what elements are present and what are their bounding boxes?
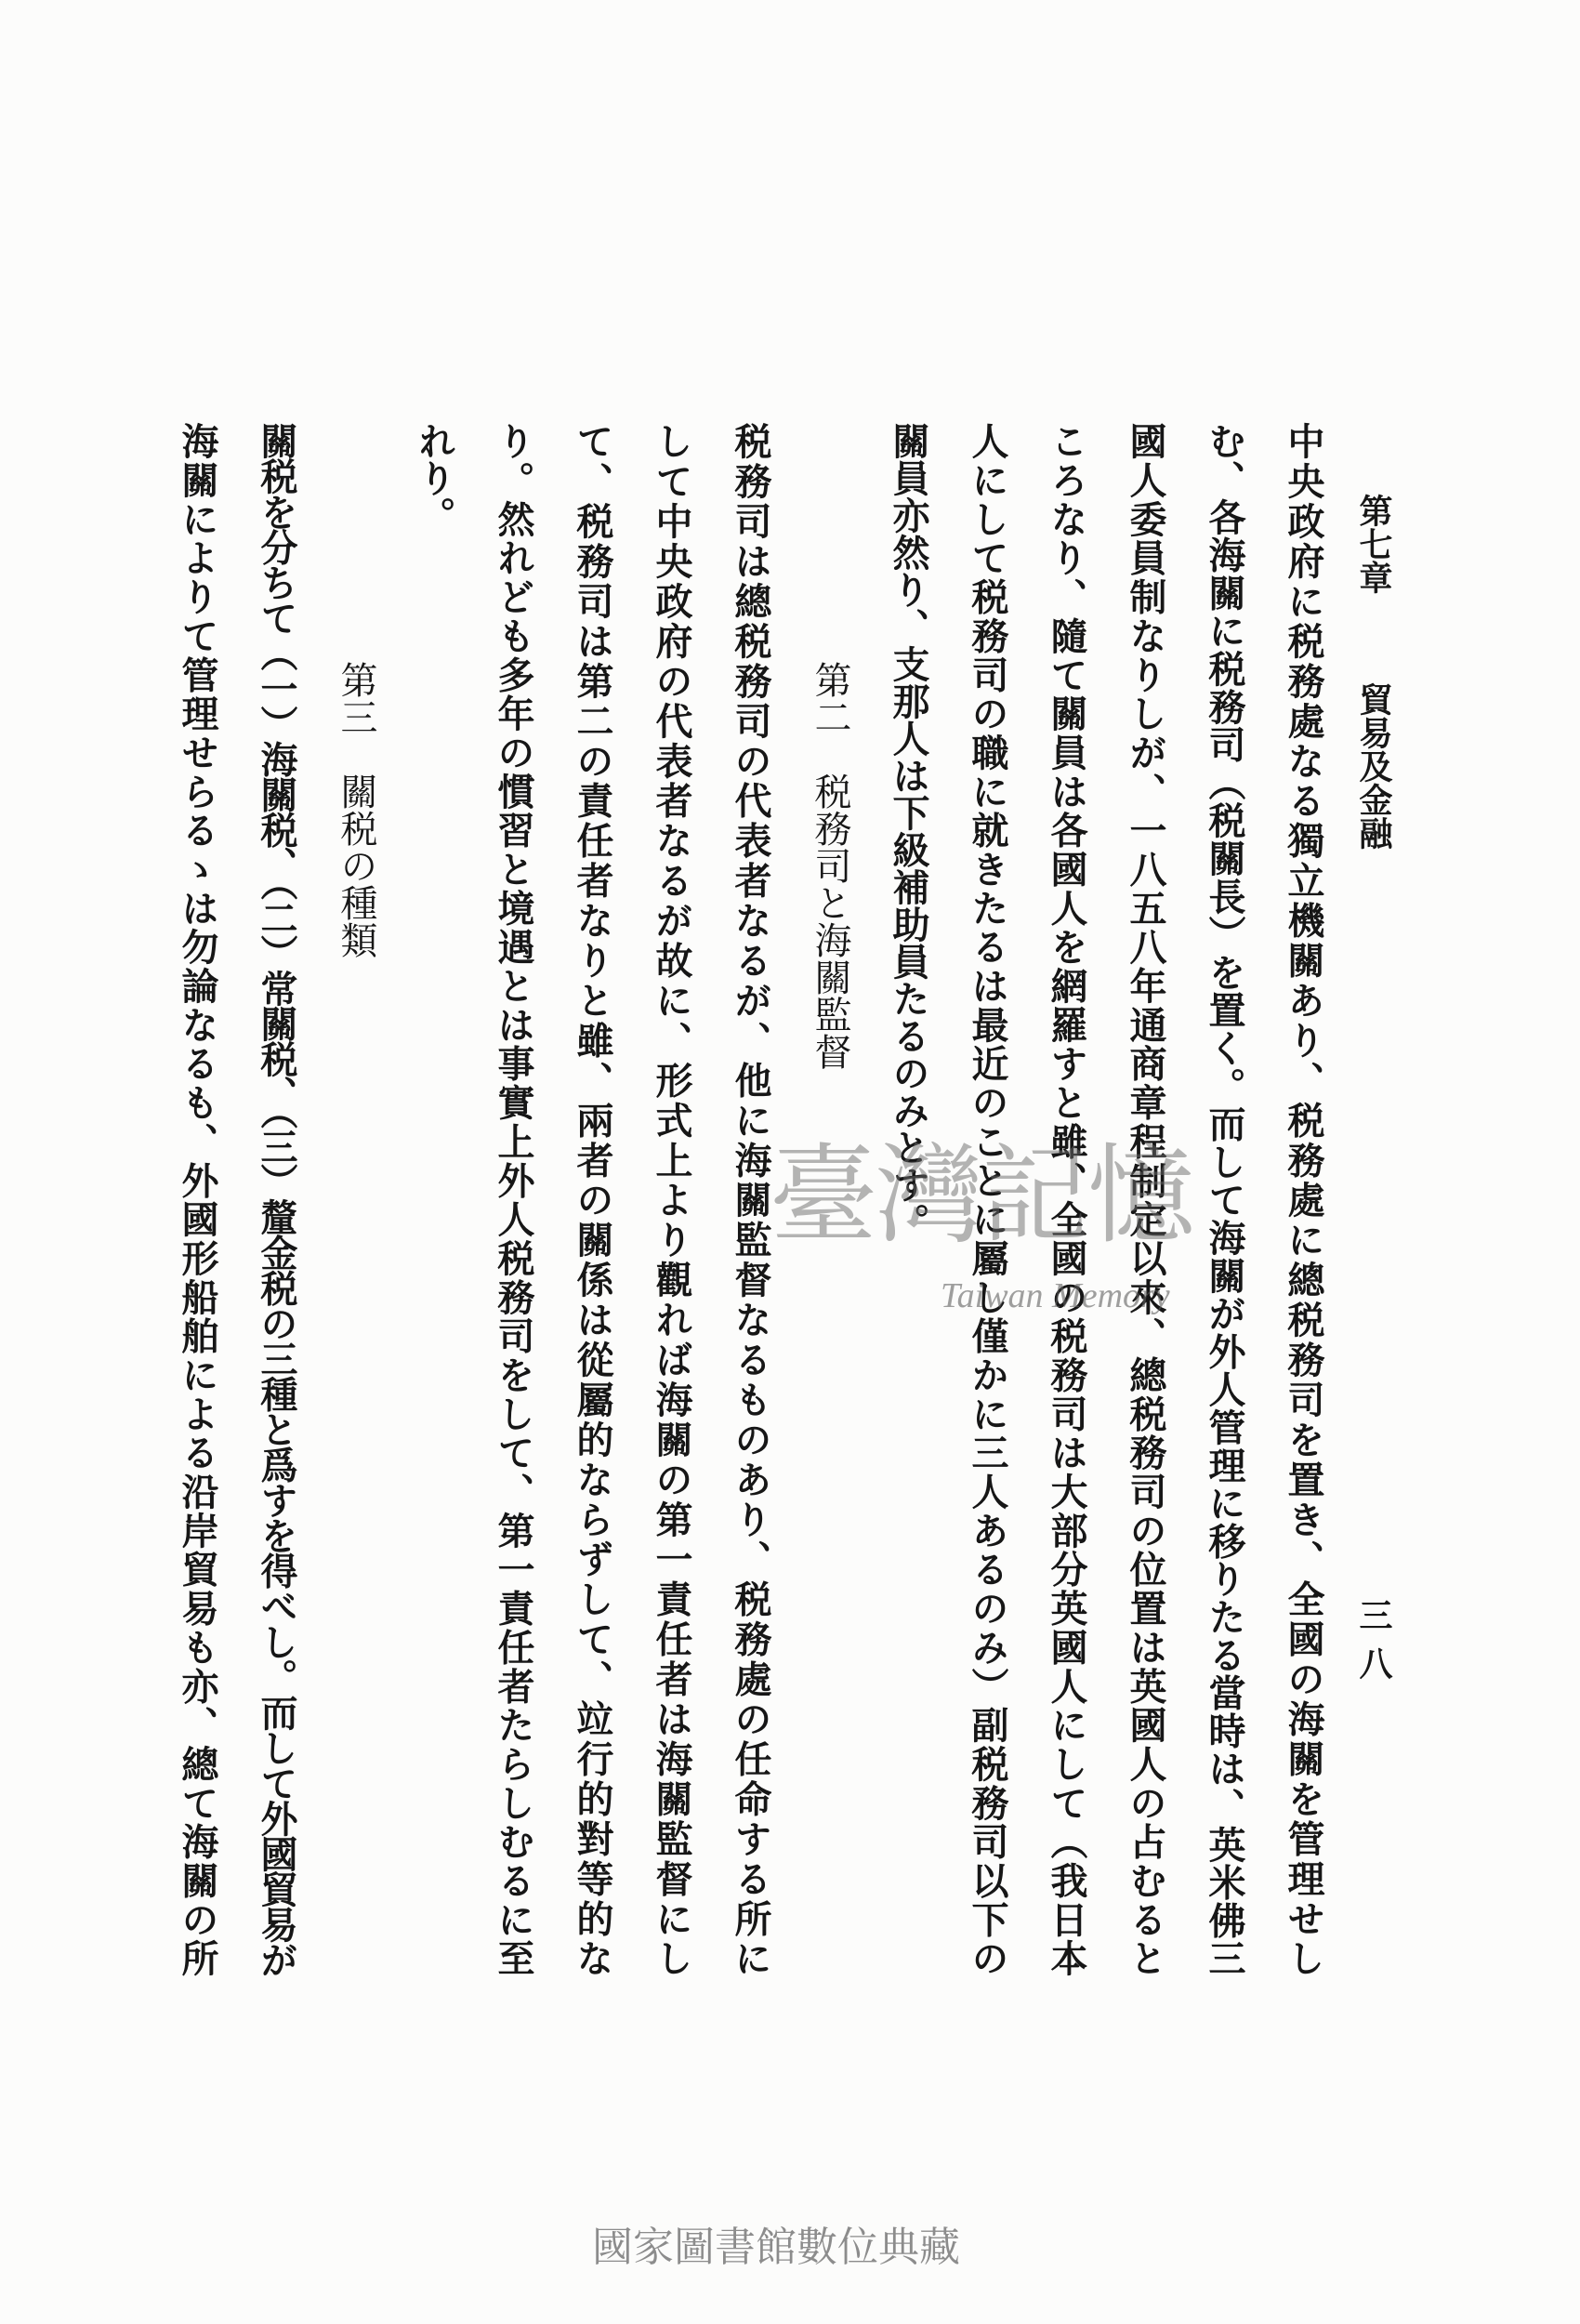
running-head-chapter: 第七章 xyxy=(1354,494,1393,594)
section-heading-2: 第二 税務司と海關監督 xyxy=(809,661,851,1070)
watermark-subtext: Taiwan Memory xyxy=(941,1276,1170,1315)
text-column-8: 税務司は總税務司の代表者なるが、他に海關監督なるものあり、税務處の任命する所に xyxy=(729,422,772,1976)
text-column-2: む、各海關に税務司（税關長）を置く。而して海關が外人管理に移りたる當時は、英米佛三 xyxy=(1203,422,1246,1976)
text-column-1: 中央政府に税務處なる獨立機關あり、税務處に總税務司を置き、全國の海關を管理せし xyxy=(1282,422,1325,1976)
page-number: 三八 xyxy=(1354,1598,1393,1695)
text-column-9: して中央政府の代表者なるが故に、形式上より觀れば海關の第一責任者は海關監督にし xyxy=(650,422,693,1976)
section-heading-3: 第三 關税の種類 xyxy=(335,661,377,958)
text-column-10: て、税務司は第二の責任者なりと雖、兩者の關係は從屬的ならずして、竝行的對等的な xyxy=(571,422,614,1976)
text-column-4: ころなり、隨て關員は各國人を網羅すと雖、全國の税務司は大部分英國人にして（我日本 xyxy=(1045,422,1088,1976)
text-column-14: 關税を分ちて（一）海關税、（二）常關税、（三）釐金税の三種と爲すを得べし。而して外國貿易が xyxy=(255,422,298,1976)
text-column-3: 國人委員制なりしが、一八五八年通商章程制定以來、總税務司の位置は英國人の占むると xyxy=(1124,422,1167,1976)
footer-collection-label: 國家圖書館數位典藏 xyxy=(592,2224,960,2271)
text-column-6: 關員亦然り、支那人は下級補助員たるのみとす。 xyxy=(887,422,930,1240)
text-column-12: れり。 xyxy=(413,422,456,534)
text-column-15: 海關によりて管理せらるゝは勿論なるも、外國形船舶による沿岸貿易も亦、總て海關の所 xyxy=(176,422,219,1976)
text-column-5: 人にして税務司の職に就きたるは最近のことに屬し僅かに三人あるのみ）副税務司以下の xyxy=(966,422,1009,1976)
running-head-title: 貿易及金融 xyxy=(1354,682,1393,850)
text-column-11: り。然れども多年の慣習と境遇とは事實上外人税務司をして、第一責任者たらしむるに至 xyxy=(492,422,535,1976)
watermark-logo: 臺灣記憶 xyxy=(770,1133,1193,1259)
